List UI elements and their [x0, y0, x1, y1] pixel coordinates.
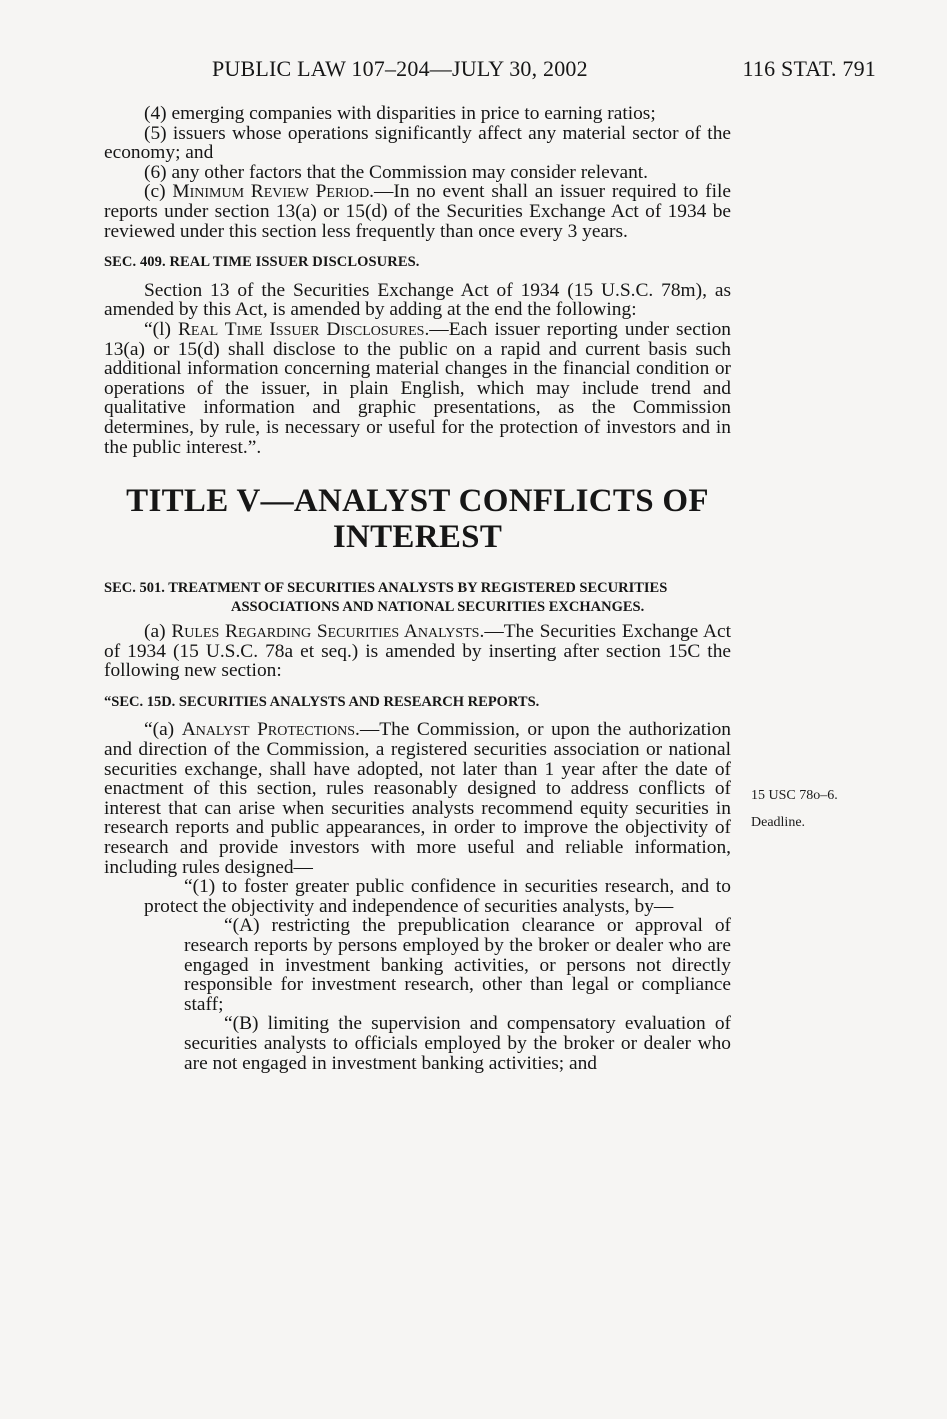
- subsection-heading: Rules Regarding Securities Analysts.: [171, 621, 485, 643]
- paragraph-l-real-time: [104, 320, 731, 457]
- paragraph-sub-B: “(B) limiting the supervision and compensatory evaluation of securities analysts to officials employed by the broker or dealer who are not engaged in investment banking activities; and: [184, 1013, 731, 1074]
- subsection-text: —In no event shall an issuer required to file reports under section 13(a) or 15(d) of the Securities Exchange Act of 1934 be reviewed under this section less frequently than once every 3 years.: [104, 181, 731, 242]
- subsection-text: —The Commission, or upon the authorization and direction of the Commission, a registered securities association or national securities exchange, shall have adopted, not later than 1 year after the date of enactment of this section, rules reasonably designed to address conflicts of interest that can arise when securities analysts recommend equity securities in research reports and public appearances, in order to improve the objectivity of research and provide investors with more useful and reliable information, including rules designed—: [104, 719, 731, 878]
- paragraph-item-5: (5) issuers whose operations significantly affect any material sector of the economy; and: [104, 122, 731, 164]
- section-409-intro: Section 13 of the Securities Exchange Act of 1934 (15 U.S.C. 78m), as amended by this Act, is amended by adding at the end the following:: [104, 279, 731, 321]
- subsection-label: “(a): [144, 719, 175, 741]
- paragraph-a-rules: [104, 622, 731, 681]
- subsection-heading: Minimum Review Period.: [172, 181, 375, 203]
- section-501-heading: SEC. 501. TREATMENT OF SECURITIES ANALYSTS BY REGISTERED SECURITIES ASSOCIATIONS AND NATIONAL SECURITIES EXCHANGES.: [104, 580, 668, 615]
- statute-page-number: 116 STAT. 791: [742, 56, 876, 81]
- page-header: [104, 56, 876, 86]
- subsection-label: (a): [144, 621, 166, 643]
- subsection-label: “(l): [144, 318, 171, 340]
- paragraph-sub-A: “(A) restricting the prepublication clearance or approval of research reports by persons employed by the broker or dealer who are engaged in investment banking activities, or persons not directly responsible for investment research, other than legal or compliance staff;: [184, 915, 731, 1015]
- section-15d-heading: “SEC. 15D. SECURITIES ANALYSTS AND RESEARCH REPORTS.: [104, 693, 540, 710]
- subsection-label: (c): [144, 181, 166, 203]
- title-v-heading: TITLE V—ANALYST CONFLICTS OF INTEREST: [126, 483, 709, 556]
- paragraph-c-minimum-review: [104, 182, 731, 241]
- public-law-title: PUBLIC LAW 107–204—JULY 30, 2002: [212, 56, 588, 81]
- subsection-text: —The Securities Exchange Act of 1934 (15 U.S.C. 78a et seq.) is amended by inserting after section 15C the following new section:: [104, 621, 731, 682]
- paragraph-sub-1: “(1) to foster greater public confidence in securities research, and to protect the objectivity and independence of securities analysts, by—: [144, 876, 731, 917]
- subsection-heading: Analyst Protections.: [181, 719, 360, 741]
- paragraph-analyst-protections: [104, 720, 731, 877]
- document-body: [104, 104, 731, 1073]
- subsection-text: —Each issuer reporting under section 13(a) or 15(d) shall disclose to the public on a rapid and current basis such additional information concerning material changes in the financial condition or operations of the issuer, in plain English, which may include trend and qualitative information and graphic presentations, as the Commission determines, by rule, is necessary or useful for the protection of investors and in the public interest.”.: [104, 318, 731, 458]
- paragraph-item-6: (6) any other factors that the Commission may consider relevant.: [144, 161, 649, 183]
- paragraph-item-4: (4) emerging companies with disparities in price to earning ratios;: [144, 103, 656, 124]
- margin-note-usc: 15 USC 78o–6.: [751, 788, 838, 803]
- subsection-heading: Real Time Issuer Disclosures.: [177, 318, 430, 340]
- margin-note-deadline: Deadline.: [751, 815, 806, 830]
- section-409-heading: SEC. 409. REAL TIME ISSUER DISCLOSURES.: [104, 254, 420, 271]
